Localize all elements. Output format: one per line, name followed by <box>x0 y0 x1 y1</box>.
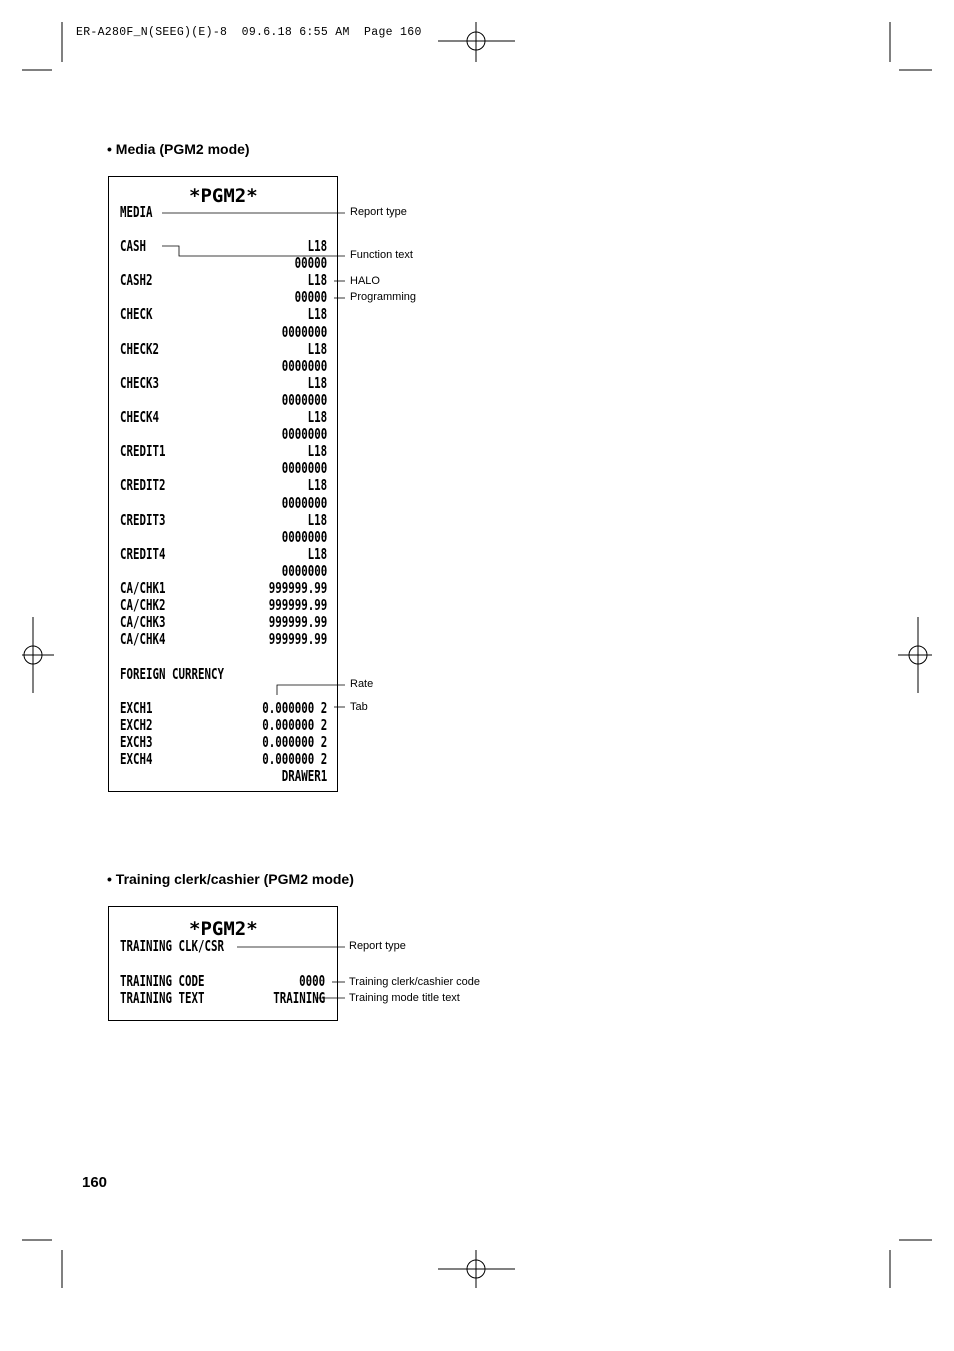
receipt-row-label: CHECK4 <box>120 408 160 426</box>
receipt-row-label: CA/CHK2 <box>120 596 166 615</box>
receipt-row-value: 00000 <box>294 288 327 307</box>
receipt-row-label: CREDIT3 <box>120 510 166 529</box>
receipt-row-value: L18 <box>307 271 327 290</box>
receipt-row-label: CASH <box>120 237 147 255</box>
receipt-row-label: CREDIT4 <box>120 544 166 563</box>
receipt-row-value: 0000000 <box>281 527 327 546</box>
receipt-report-type: TRAINING CLK/CSR <box>120 937 225 955</box>
receipt-row-label: CHECK3 <box>120 373 160 392</box>
receipt-title: *PGM2* <box>189 185 258 207</box>
receipt-row-value: 999999.99 <box>268 630 327 649</box>
receipt-row-value: L18 <box>307 237 327 255</box>
annotation-training-code: Training clerk/cashier code <box>349 976 481 988</box>
receipt-row-value: L18 <box>307 544 327 563</box>
receipt-row-value: 999999.99 <box>268 579 327 597</box>
receipt-row-value: 0.000000 2 <box>261 750 327 768</box>
receipt-row-label: CA/CHK1 <box>120 579 166 597</box>
receipt-row-value: 0000000 <box>281 425 327 444</box>
receipt-report-type: MEDIA <box>120 203 153 221</box>
page-number: 160 <box>82 1174 108 1191</box>
receipt-row-label: EXCH2 <box>120 715 153 734</box>
annotation-report-type: Report type <box>349 940 406 952</box>
receipt-row-label: CA/CHK4 <box>120 630 166 649</box>
receipt-row-label: CASH2 <box>120 271 153 290</box>
receipt-row-value: L18 <box>307 373 327 392</box>
receipt-row-value: 00000 <box>294 254 327 273</box>
annotation-function-text: Function text <box>350 249 413 261</box>
receipt-row-value: 0000000 <box>281 322 327 341</box>
section-title-training: • Training clerk/cashier (PGM2 mode) <box>107 871 354 887</box>
receipt-row-value: 0000000 <box>281 561 327 580</box>
receipt-row-value: L18 <box>307 476 327 495</box>
receipt-row-label: CHECK <box>120 305 153 324</box>
receipt-row-label: CHECK2 <box>120 339 160 358</box>
receipt-row-value: 0000 <box>298 972 325 990</box>
receipt-row-value: L18 <box>307 442 327 461</box>
annotation-training-text: Training mode title text <box>349 992 460 1004</box>
annotation-halo: HALO <box>350 275 380 287</box>
receipt-row-label: CREDIT2 <box>120 476 166 495</box>
receipt-row-value: 0.000000 2 <box>261 715 327 734</box>
receipt-row-value: TRAINING <box>272 989 325 1007</box>
receipt-row-label: TRAINING CODE <box>120 972 205 990</box>
receipt-row-value: 0.000000 2 <box>261 698 327 717</box>
receipt-title: *PGM2* <box>189 918 258 940</box>
receipt-row-label: TRAINING TEXT <box>120 989 205 1007</box>
print-header: ER-A280F_N(SEEG)(E)-8 09.6.18 6:55 AM Page 160 <box>76 26 422 39</box>
receipt-row-value: L18 <box>307 305 327 324</box>
receipt-row-value: 999999.99 <box>268 596 327 615</box>
receipt-row-value: L18 <box>307 408 327 426</box>
receipt-row-value: 0000000 <box>281 390 327 409</box>
receipt-row-label: EXCH3 <box>120 732 153 751</box>
receipt-row-value: L18 <box>307 339 327 358</box>
annotation-tab: Tab <box>350 701 368 713</box>
receipt-row-label: FOREIGN CURRENCY <box>120 664 225 683</box>
section-title-media: • Media (PGM2 mode) <box>107 141 250 157</box>
annotation-programming: Programming <box>350 291 417 303</box>
receipt-row-label: CREDIT1 <box>120 442 166 461</box>
annotation-rate: Rate <box>350 678 374 690</box>
receipt-row-value: 999999.99 <box>268 613 327 632</box>
receipt-row-label: CA/CHK3 <box>120 613 166 632</box>
receipt-row-value: 0000000 <box>281 493 327 512</box>
receipt-row-value: DRAWER1 <box>281 767 327 786</box>
receipt-row-value: 0000000 <box>281 356 327 375</box>
receipt-row-value: L18 <box>307 510 327 529</box>
annotation-report-type: Report type <box>350 206 407 218</box>
receipt-row-label: EXCH1 <box>120 698 153 717</box>
receipt-row-value: 0.000000 2 <box>261 732 327 751</box>
receipt-row-label: EXCH4 <box>120 750 153 768</box>
receipt-row-value: 0000000 <box>281 459 327 478</box>
